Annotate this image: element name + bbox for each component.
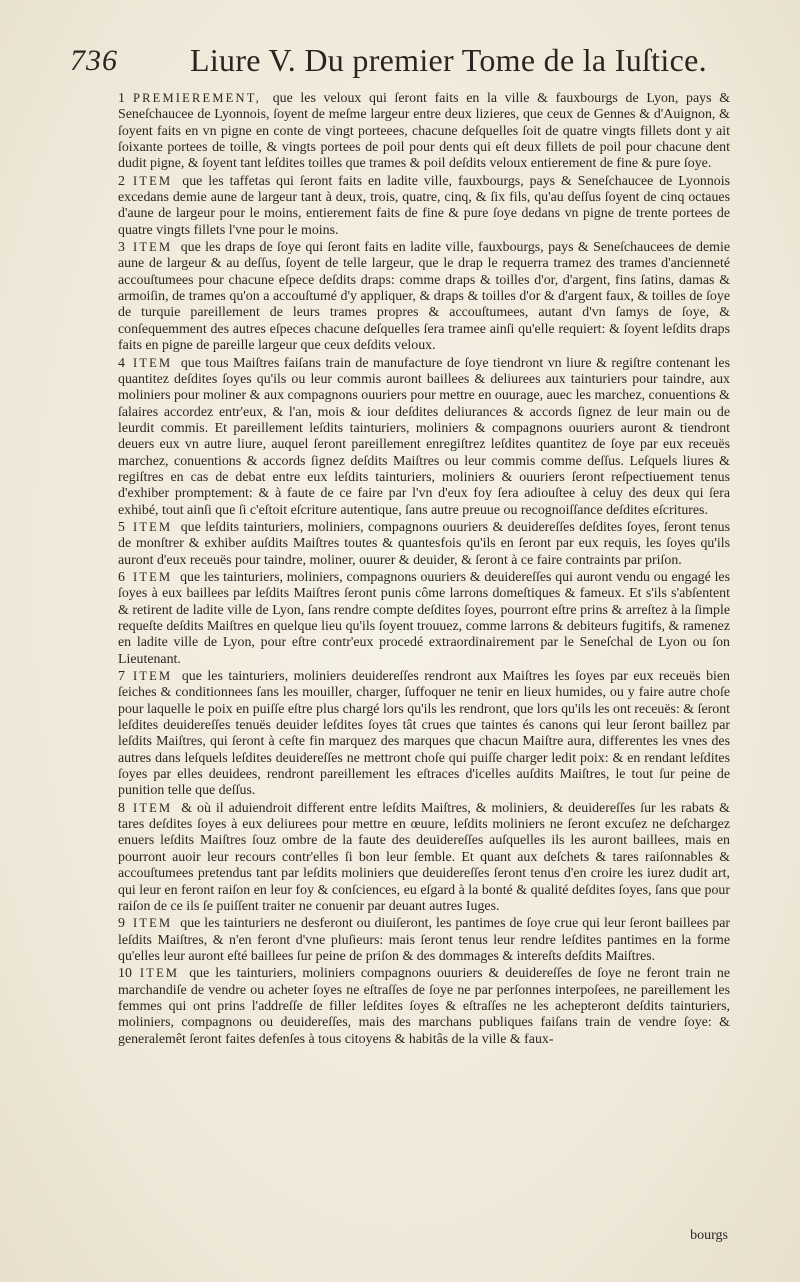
article-1 — [118, 90, 730, 173]
article-lead: ITEM — [132, 669, 173, 684]
article-number: 1 — [118, 91, 125, 106]
article-lead: ITEM — [132, 519, 173, 534]
page-header — [70, 42, 730, 88]
article-3 — [118, 239, 730, 354]
article-number: 2 — [118, 173, 125, 189]
article-number: 9 — [118, 916, 125, 932]
article-lead: ITEM — [132, 355, 173, 370]
page-number: 736 — [70, 44, 118, 77]
article-lead: ITEM — [132, 916, 173, 931]
article-6 — [118, 569, 730, 668]
article-text: que les tainturiers, moliniers compagnons ouuriers & deuidereſſes de ſoye ne feront train ne marchandiſe de vendre ou acheter ſoyes ne eſtraſſes de ſoye ne par perſonnes interpoſees, ne pareillement les femmes qui ont prins l'addreſſe de filler leſdites ſoyes & eſtraſſes ne les achepteront deſdits tainturiers, moliniers, compagnons ou deuidereſſes, mais des marchans publiques faiſans train de vendre ſoye: & generalemêt ſeront faites defenſes à tous citoyens & habitâs de la ville & faux- — [118, 966, 730, 1047]
article-text: que les tainturiers, moliniers deuidereſſes rendront aux Maiſtres les ſoyes par eux receuës bien ſeiches & conditionnees ſans les mouiller, charger, ſuffoquer ne tenir en lieux humides, ou y faire autre choſe pour laquelle le poix en puiſſe eſtre plus chargé lors qu'ils les rendront, que lors qu'ils les ont receuës: & ſeront leſdites deuidereſſes tenuës deuider leſdites ſoyes tât crues que taintes és canons qui leur ſeront baillez par leſdits Maiſtres, qui ſeront à ceſte fin marquez des marques que chacun Maiſtre aura, differentes les vnes des autres dans leſquels leſdites deuidereſſes ne mettront choſe qui puiſſe charger ledit poix: & en rendant leſdites ſoyes par elles deuidees, rendront pareillement les eſtraces d'icelles auſdits Maiſtres, le tout ſur peine de punition telle que deſſus. — [118, 669, 730, 799]
article-number: 8 — [118, 800, 125, 816]
article-7 — [118, 668, 730, 800]
article-number: 10 — [118, 966, 132, 982]
article-8 — [118, 800, 730, 915]
article-lead: ITEM — [132, 173, 173, 188]
article-text: que les tainturiers ne desferont ou diuiſeront, les pantimes de ſoye crue qui leur ſeront baillees par leſdits Maiſtres, & n'en feront d'vne pluſieurs: mais ſeront tenus leur rendre leſdites pantimes en la forme qu'elles leur auront eſté baillees ſur peine de priſon & des dommages & intereſts deſdits Maiſtres. — [118, 916, 730, 964]
article-lead: PREMIEREMENT, — [132, 91, 261, 105]
article-number: 7 — [118, 669, 125, 685]
article-number: 6 — [118, 569, 125, 585]
article-lead: ITEM — [132, 800, 173, 815]
catchword: bourgs — [690, 1228, 728, 1243]
article-text: que les tainturiers, moliniers, compagnons ouuriers & deuidereſſes qui auront vendu ou engagé les ſoyes à eux baillees par leſdits Maiſtres ſeront punis côme larrons domeſtiques & fameux. Et s'ils s'abſentent & retirent de ladite ville de Lyon, ſans rendre compte deſdites ſoyes, pourront eſtre prins & arreſtez à la ſimple requeſte deſdits Maiſtres en quelque lieu qu'ils ſoyent trouuez, comme larrons & debiteurs fugitifs, & ramenez en ladite ville de Lyon, pour eſtre contr'eux procedé extraordinairement par le Seneſchal de Lyon ou ſon Lieutenant. — [118, 569, 730, 667]
article-4 — [118, 355, 730, 519]
article-number: 3 — [118, 240, 125, 256]
article-10 — [118, 965, 730, 1048]
article-text: que les taffetas qui ſeront faits en ladite ville, fauxbourgs, pays & Seneſchaucee de Lyonnois excedans demie aune de largeur tant à deux, trois, quatre, cinq, & ſix fils, qu'au deſſus ſoyent de cinq octaues d'aune de largeur pour le moins, entierement faits de fine & pure ſoye dedans vn pigne de trente portees de quatre vingts fillets l'vne pour le moins. — [118, 173, 730, 238]
body-text — [118, 90, 730, 1048]
article-text: & où il aduiendroit different entre leſdits Maiſtres, & moliniers, & deuidereſſes ſur les rabats & tares deſdites ſoyes à eux deliurees pour mettre en œuure, leſdits moliniers ne ſeront excuſez ne deſchargez enuers leſdits Maiſtres ſouz ombre de la faute des deuidereſſes auſquelles ils les auront baillees, mais en pourront auoir leur recours contr'elles ſi bon leur ſemble. Et quant aux deſchets & tares raiſonnables & accouſtumees pretendus tant par leſdits moliniers que deuidereſſes ſeront tenus d'en croire les iurez dudit art, qui leur en feront raiſon en leur foy & conſciences, eu eſgard à la bonté & qualité deſdites ſoyes, ſans que pour raiſon de ce ils ſe puiſſent traiter ne conuenir par deuant autres Iuges. — [118, 800, 730, 914]
article-lead: ITEM — [132, 240, 173, 255]
article-number: 4 — [118, 355, 125, 371]
article-text: que leſdits tainturiers, moliniers, compagnons ouuriers & deuidereſſes deſdites ſoyes, ſeront tenus de monſtrer & exhiber auſdits Maiſtres toutes & quantesfois qu'ils en ſeront par eux requis, les ſoyes qu'ils auront d'eux receuës pour taindre, moliner, ouurer & deuider, & ſeront à ce faire contraints par priſon. — [118, 519, 730, 568]
article-lead: ITEM — [132, 569, 173, 584]
running-title: Liure V. Du premier Tome de la Iuſtice. — [190, 42, 707, 78]
article-5 — [118, 519, 730, 569]
article-2 — [118, 173, 730, 239]
article-text: que les veloux qui ſeront faits en la ville & fauxbourgs de Lyon, pays & Seneſchaucee de Lyonnois, ſoyent de meſme largeur entre deux lizieres, que ceux de Gennes & d'Auignon, & ſoyent faits en vn pigne en conte de vingt porteees, chacune deſquelles ſoit de quatre vingts fillets dont y ait ſoixante portees de toille, & vingts portees de poil pour dents qui eſt deux fillets de poil pour chacune dent dudit pigne, & ſoyent tant leſdites toilles que trames & poil deſdits veloux entierement de fine & pure ſoye. — [118, 91, 730, 172]
article-text: que tous Maiſtres faiſans train de manufacture de ſoye tiendront vn liure & regiſtre contenant les quantitez deſdites ſoyes qu'ils ou leur commis auront baillees & deliurees aux tainturiers pour taindre, aux moliniers pour moliner & aux compagnons ouuriers pour mettre en ouurage, auec les marchez, conuentions & ſalaires accordez entr'eux, & l'an, mois & iour deſdites deliurances & accords ſignez de leur main ou de leurdit commis. Et pareillement leſdits tainturiers, moliniers & compagnons ouuriers auront & tiendront deuers eux vn autre liure, auquel ſeront pareillement enregiſtrez leſdites quantitez de ſoye par eux receuës marchez, conuentions & accords ſignez deſdits Maiſtres ou leur commis comme deſſus. Leſquels liures & regiſtres en cas de debat entre eux leſdits tainturiers, moliniers & ouuriers ſeront reſpectiuement tenus d'exhiber promptement: & à faute de ce faire par l'vn d'eux foy ſera adiouſtee à celuy des deux qui ſera exhibé, tout ainſi que ſi c'eſtoit eſcriture autentique, ſans autre preuue ou recognoiſſance deſdites eſcritures. — [118, 355, 730, 518]
article-lead: ITEM — [139, 966, 180, 981]
article-number: 5 — [118, 519, 125, 535]
article-text: que les draps de ſoye qui ſeront faits en ladite ville, fauxbourgs, pays & Seneſchaucees de demie aune de largeur & au deſſus, ſoyent de telle largeur, que le drap le requerra tramez des trames d'ancienneté accouſtumees pour chacune eſpece deſdits draps: comme draps & toilles d'or, d'argent, fins ſatins, damas & armoiſin, de trames qu'on a accouſtumé d'y appliquer, & draps & toilles d'or & d'argent faux, & toilles de ſoye de turquie pareillement de leurs trames propres & accouſtumees, autant d'vn ſamys de ſoye, & conſequemment des autres eſpeces chacune deſquelles ſera tramee ainſi qu'elle requiert: & ſoyent leſdits draps faits en pigne de pareille largeur que ceux deſdits veloux. — [118, 240, 730, 354]
article-9 — [118, 915, 730, 965]
